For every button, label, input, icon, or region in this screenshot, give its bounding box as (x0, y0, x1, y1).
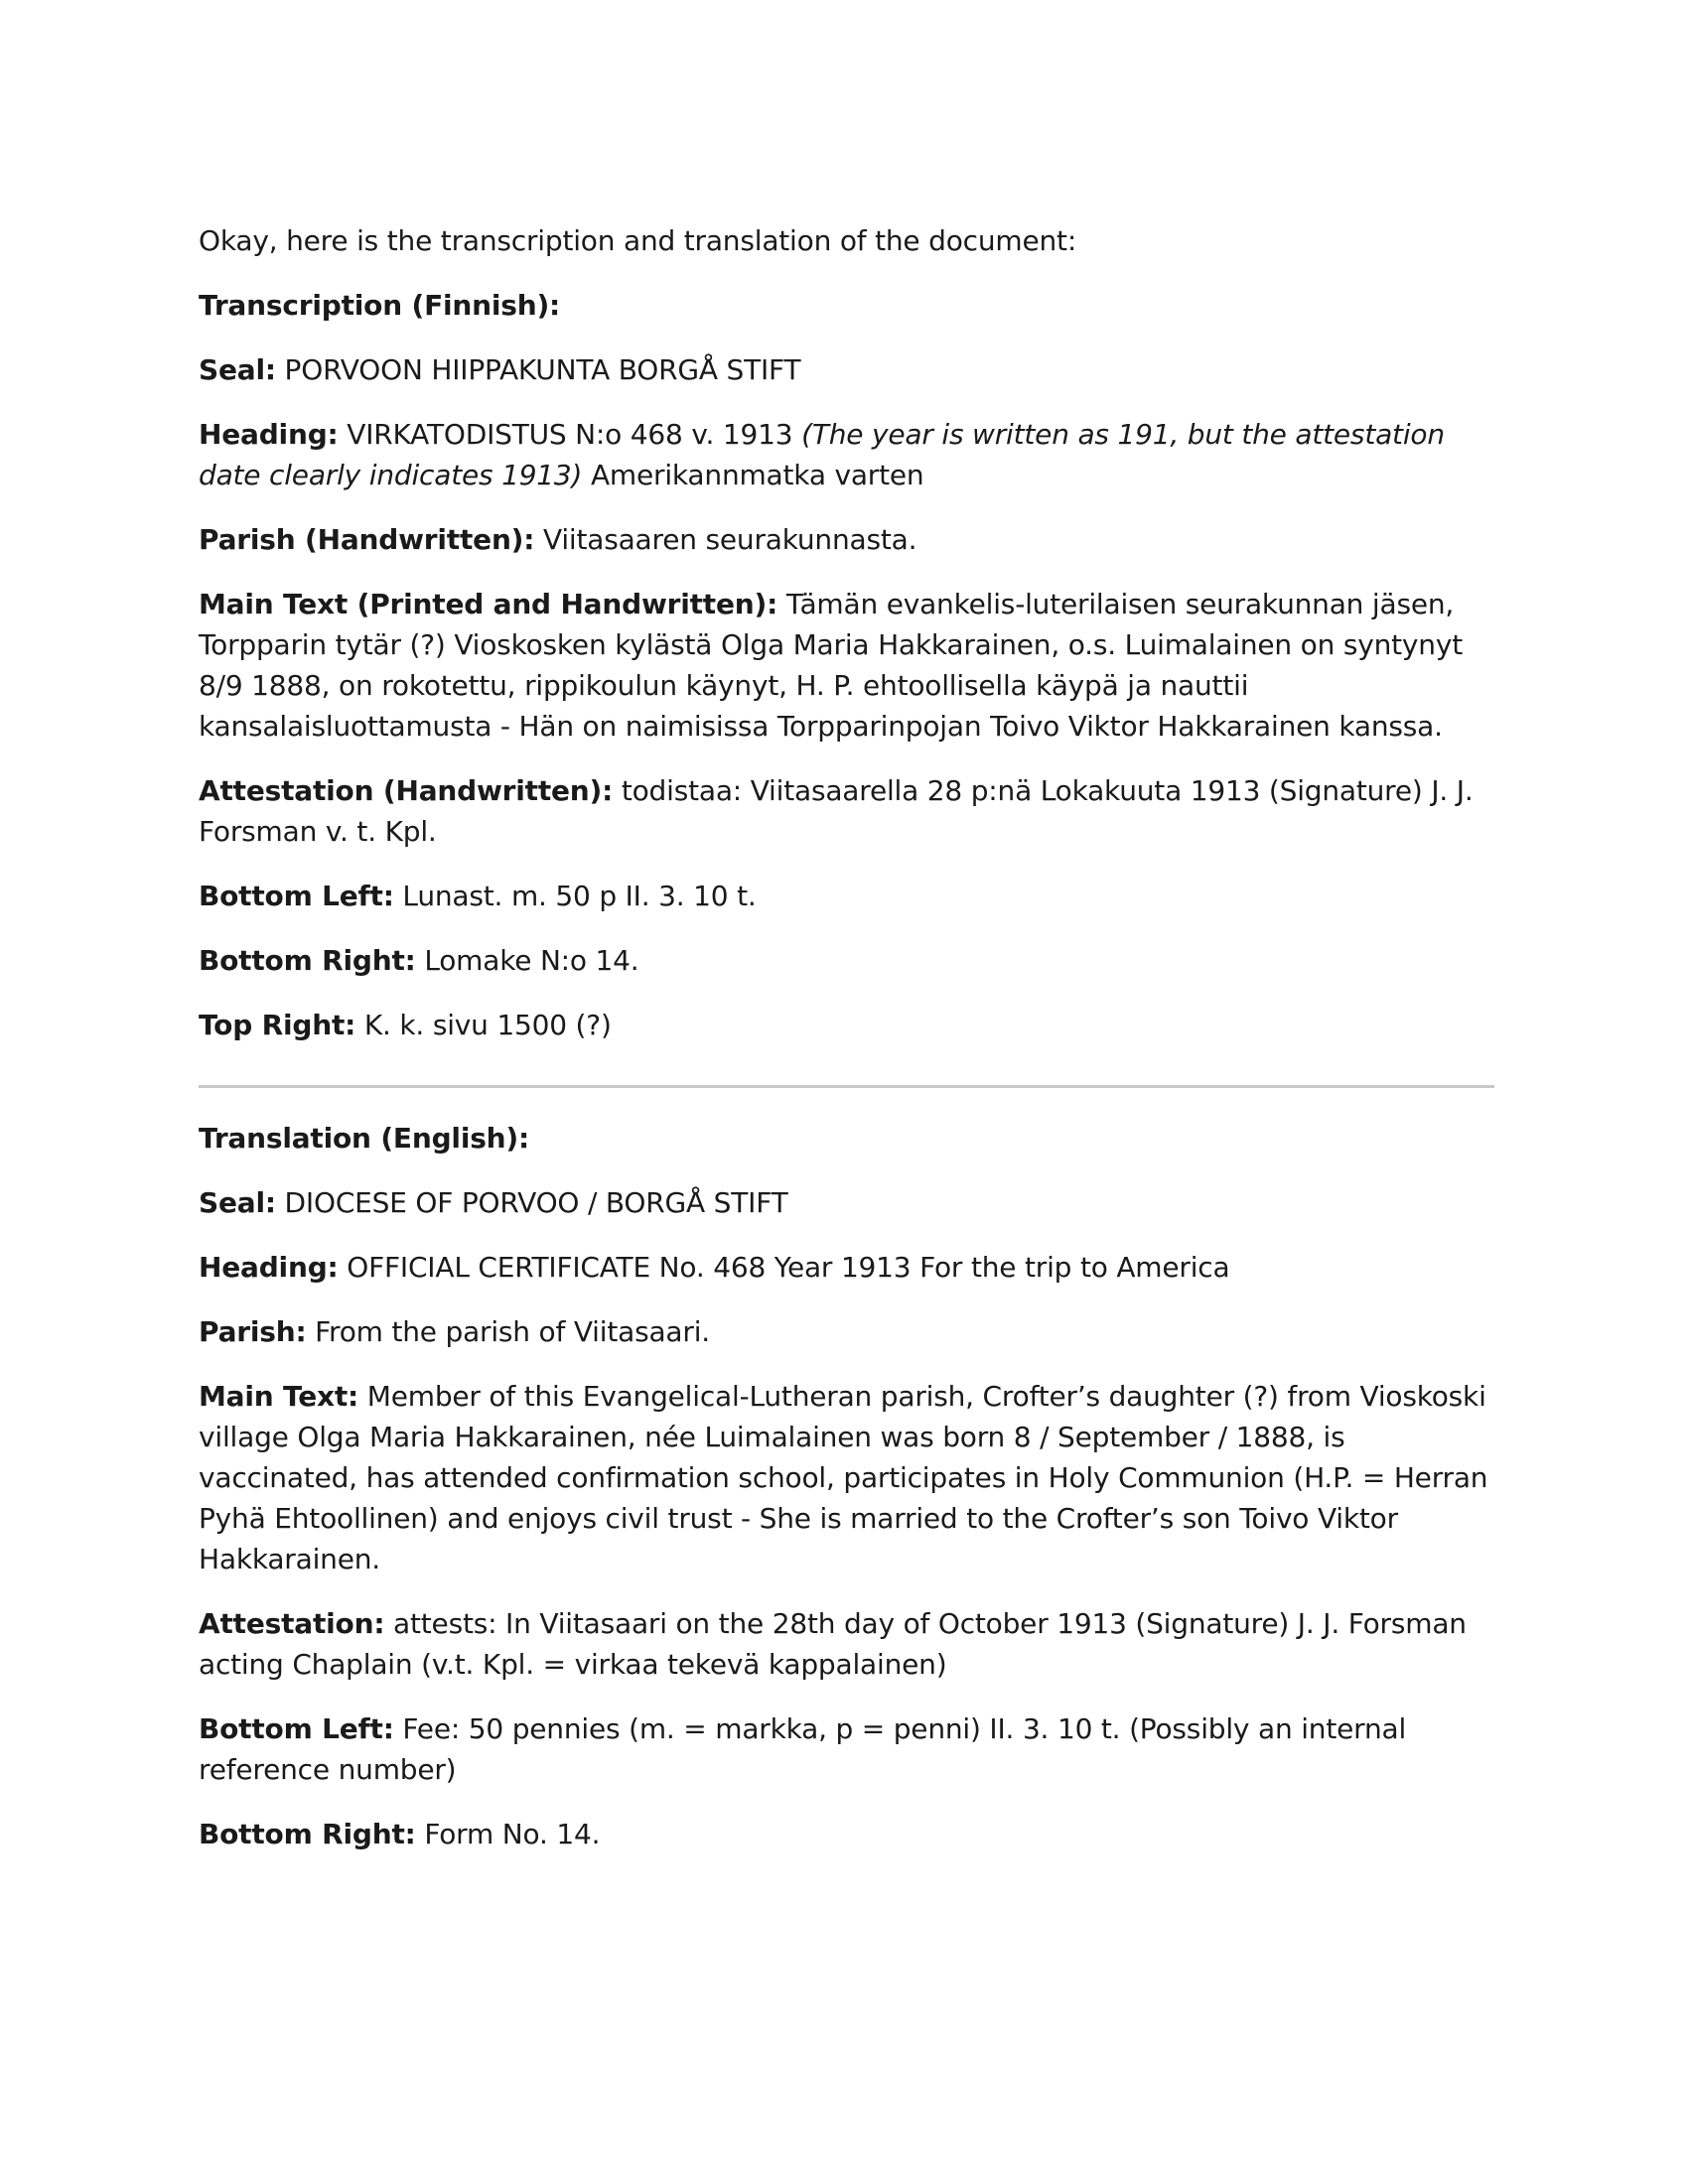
finnish-bottom-right-text: Lomake N:o 14. (415, 944, 639, 977)
intro-text: Okay, here is the transcription and translation of the document: (199, 224, 1077, 257)
english-attestation-text: attests: In Viitasaari on the 28th day of October 1913 (Signature) J. J. Forsman acting Chaplain (v.t. Kpl. = virkaa tekevä kappalainen) (199, 1607, 1467, 1681)
finnish-seal-text: PORVOON HIIPPAKUNTA BORGÅ STIFT (275, 353, 801, 386)
english-main-text (199, 1376, 1494, 1579)
finnish-top-right-text: K. k. sivu 1500 (?) (355, 1009, 612, 1041)
english-bottom-left-label: Bottom Left: (199, 1712, 394, 1745)
finnish-heading-text-after: Amerikannmatka varten (582, 459, 924, 491)
finnish-main-text (199, 584, 1494, 747)
finnish-attestation-label: Attestation (Handwritten): (199, 774, 614, 807)
finnish-attestation (199, 770, 1494, 852)
english-heading (199, 1247, 1494, 1288)
finnish-section-title (199, 285, 1494, 326)
finnish-heading-label: Heading: (199, 418, 339, 451)
finnish-heading-text: VIRKATODISTUS N:o 468 v. 1913 (338, 418, 802, 451)
finnish-main-text-body: Tämän evankelis-luterilaisen seurakunnan jäsen, Torpparin tytär (?) Vioskosken kylästä Olga Maria Hakkarainen, o.s. Luimalainen on syntynyt 8/9 1888, on rokotettu, rippikoulun käynyt, H. P. ehtoollisella käypä ja nauttii kansalaisluottamusta - Hän on naimisissa Torpparinpojan Toivo Viktor Hakkarainen kanssa. (199, 588, 1463, 743)
english-section-title-label: Translation (English): (199, 1122, 530, 1155)
english-parish-text: From the parish of Viitasaari. (306, 1315, 710, 1348)
finnish-top-right (199, 1005, 1494, 1045)
english-parish (199, 1311, 1494, 1352)
finnish-seal (199, 349, 1494, 390)
english-seal (199, 1182, 1494, 1223)
document-page (199, 220, 1494, 1878)
finnish-parish-label: Parish (Handwritten): (199, 523, 535, 556)
finnish-parish-text: Viitasaaren seurakunnasta. (534, 523, 917, 556)
english-parish-label: Parish: (199, 1315, 307, 1348)
finnish-heading-note: (The year is written as 191, but the attestation date clearly indicates 1913) (199, 418, 1445, 491)
english-attestation-label: Attestation: (199, 1607, 385, 1640)
finnish-seal-label: Seal: (199, 353, 276, 386)
english-main-text-label: Main Text: (199, 1380, 359, 1413)
english-bottom-left (199, 1708, 1494, 1790)
english-bottom-right (199, 1814, 1494, 1854)
finnish-bottom-right (199, 940, 1494, 981)
finnish-bottom-left-text: Lunast. m. 50 p II. 3. 10 t. (393, 880, 757, 912)
english-bottom-left-text: Fee: 50 pennies (m. = markka, p = penni) II. 3. 10 t. (Possibly an internal reference number) (199, 1712, 1407, 1786)
finnish-bottom-left-label: Bottom Left: (199, 880, 394, 912)
english-main-text-body: Member of this Evangelical-Lutheran parish, Crofter’s daughter (?) from Vioskoski village Olga Maria Hakkarainen, née Luimalainen was born 8 / September / 1888, is vaccinated, has attended confirmation school, participates in Holy Communion (H.P. = Herran Pyhä Ehtoollinen) and enjoys civil trust - She is married to the Crofter’s son Toivo Viktor Hakkarainen. (199, 1380, 1488, 1575)
finnish-bottom-left (199, 876, 1494, 916)
finnish-attestation-text: todistaa: Viitasaarella 28 p:nä Lokakuuta 1913 (Signature) J. J. Forsman v. t. Kpl. (199, 774, 1474, 848)
english-seal-text: DIOCESE OF PORVOO / BORGÅ STIFT (275, 1186, 788, 1219)
finnish-parish (199, 519, 1494, 560)
finnish-bottom-right-label: Bottom Right: (199, 944, 416, 977)
english-bottom-right-label: Bottom Right: (199, 1818, 416, 1850)
english-attestation (199, 1603, 1494, 1685)
finnish-top-right-label: Top Right: (199, 1009, 356, 1041)
english-section-title (199, 1118, 1494, 1159)
finnish-section-title-label: Transcription (Finnish): (199, 289, 561, 322)
english-heading-label: Heading: (199, 1251, 339, 1284)
english-heading-text: OFFICIAL CERTIFICATE No. 468 Year 1913 For the trip to America (338, 1251, 1230, 1284)
english-bottom-right-text: Form No. 14. (415, 1818, 601, 1850)
finnish-heading (199, 414, 1494, 495)
english-seal-label: Seal: (199, 1186, 276, 1219)
finnish-main-text-label: Main Text (Printed and Handwritten): (199, 588, 778, 620)
section-divider (199, 1085, 1494, 1088)
